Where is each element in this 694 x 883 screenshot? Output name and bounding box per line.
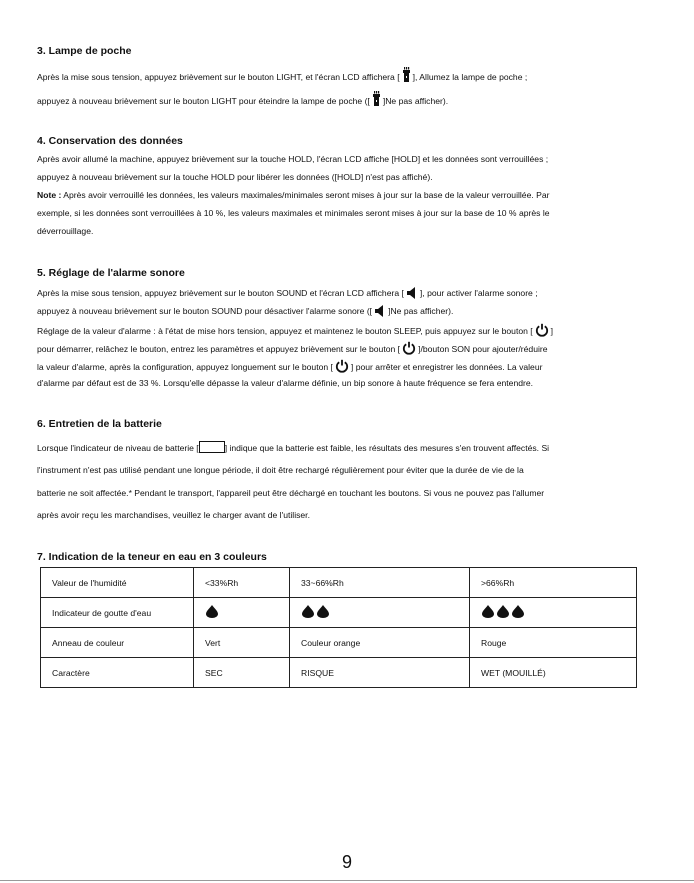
s6-line-4: après avoir reçu les marchandises, veuillez le charger avant de l'utiliser. [37, 510, 310, 520]
table-cell: Couleur orange [290, 628, 470, 658]
s5-line-4b: ]/bouton SON pour ajouter/réduire [418, 344, 548, 354]
s5-line-4 [37, 341, 548, 358]
section-6-title: 6. Entretien de la batterie [37, 418, 162, 430]
water-drop-icon [511, 605, 525, 618]
s3-line-2a: appuyez à nouveau brièvement sur le bouton LIGHT pour éteindre la lampe de poche ([ [37, 96, 370, 106]
drops-cell [470, 598, 637, 628]
table-cell: SEC [194, 658, 290, 688]
s3-line-1a: Après la mise sous tension, appuyez brièvement sur le bouton LIGHT, et l'écran LCD affichera [ [37, 72, 400, 82]
power-icon [335, 359, 349, 376]
moisture-table [40, 567, 637, 688]
table-cell: Anneau de couleur [41, 628, 194, 658]
table-cell: RISQUE [290, 658, 470, 688]
section-4-title: 4. Conservation des données [37, 135, 183, 147]
s5-line-1 [37, 287, 538, 302]
power-icon [402, 341, 416, 358]
s5-line-4a: pour démarrer, relâchez le bouton, entrez les paramètres et appuyez brièvement sur le bouton [ [37, 344, 401, 354]
water-drop-icon [205, 605, 219, 618]
s4-line-3 [37, 189, 550, 201]
section-3-title: 3. Lampe de poche [37, 45, 132, 57]
s5-line-2b: ]Ne pas afficher). [388, 306, 454, 316]
table-cell: <33%Rh [194, 568, 290, 598]
power-icon [535, 323, 549, 340]
table-cell: >66%Rh [470, 568, 637, 598]
flashlight-icon [372, 91, 381, 110]
s5-line-5a: la valeur d'alarme, après la configuration, appuyez longuement sur le bouton [ [37, 362, 333, 372]
s6-line-1b: ] indique que la batterie est faible, les résultats des mesures s'en trouvent affectés. Si [224, 443, 550, 453]
s5-line-2 [37, 305, 453, 320]
water-drop-icon [481, 605, 495, 618]
note-label: Note : [37, 190, 62, 200]
table-cell: Indicateur de goutte d'eau [41, 598, 194, 628]
s5-line-1a: Après la mise sous tension, appuyez brièvement sur le bouton SOUND et l'écran LCD affichera [ [37, 288, 404, 298]
s4-line-2: appuyez à nouveau brièvement sur la touche HOLD pour libérer les données ([HOLD] n'est pas affiché). [37, 172, 433, 182]
speaker-icon [406, 287, 418, 302]
s3-line-2 [37, 91, 448, 110]
table-cell: Rouge [470, 628, 637, 658]
s5-line-3b: ] [550, 326, 554, 336]
s5-line-6: d'alarme par défaut est de 33 %. Lorsqu'elle dépasse la valeur d'alarme définie, un bip sonore à haute fréquence se fera entendre. [37, 378, 534, 388]
water-drop-icon [496, 605, 510, 618]
footer-divider [0, 880, 694, 881]
table-cell: Valeur de l'humidité [41, 568, 194, 598]
water-drop-icon [316, 605, 330, 618]
s4-line-3-text: Après avoir verrouillé les données, les valeurs maximales/minimales seront mises à jour sur la base de la valeur verrouillée. Par [61, 190, 550, 200]
s5-line-3a: Réglage de la valeur d'alarme : à l'état de mise hors tension, appuyez et maintenez le bouton SLEEP, puis appuyez sur le bouton [ [37, 326, 533, 336]
s3-line-1 [37, 67, 527, 86]
s5-line-5b: ] pour arrêter et enregistrer les données. La valeur [350, 362, 543, 372]
table-cell: Caractère [41, 658, 194, 688]
s4-line-5: déverrouillage. [37, 226, 94, 236]
table-cell: WET (MOUILLÉ) [470, 658, 637, 688]
s4-line-4: exemple, si les données sont verrouillées à 10 %, les valeurs maximales et minimales seront mises à jour sur la base de 10 % après le [37, 208, 550, 218]
section-5-title: 5. Réglage de l'alarme sonore [37, 267, 185, 279]
s6-line-1a: Lorsque l'indicateur de niveau de batterie [ [37, 443, 199, 453]
flashlight-icon [402, 67, 411, 86]
battery-icon [199, 441, 225, 453]
table-row [41, 628, 637, 658]
table-row [41, 568, 637, 598]
s3-line-2b: ]Ne pas afficher). [382, 96, 449, 106]
s5-line-1b: ], pour activer l'alarme sonore ; [419, 288, 538, 298]
table-row [41, 598, 637, 628]
s3-line-1b: ], Allumez la lampe de poche ; [412, 72, 528, 82]
drops-cell [194, 598, 290, 628]
page-number: 9 [341, 852, 352, 872]
s6-line-1 [37, 441, 549, 454]
table-row [41, 658, 637, 688]
s5-line-2a: appuyez à nouveau brièvement sur le bouton SOUND pour désactiver l'alarme sonore ([ [37, 306, 373, 316]
drops-cell [290, 598, 470, 628]
s6-line-3: batterie ne soit affectée.* Pendant le transport, l'appareil peut être déchargé en touchant les boutons. Si vous ne pouvez pas l'allumer [37, 488, 545, 498]
s4-line-1: Après avoir allumé la machine, appuyez brièvement sur la touche HOLD, l'écran LCD affiche [HOLD] et les données sont verrouillées ; [37, 154, 549, 164]
water-drop-icon [301, 605, 315, 618]
table-cell: 33~66%Rh [290, 568, 470, 598]
table-cell: Vert [194, 628, 290, 658]
s5-line-5 [37, 359, 542, 376]
s5-line-3 [37, 323, 553, 340]
s6-line-2: l'instrument n'est pas utilisé pendant une longue période, il doit être rechargé régulièrement pour éviter que la durée de vie de la [37, 465, 524, 475]
section-7-title: 7. Indication de la teneur en eau en 3 couleurs [37, 551, 267, 563]
speaker-icon [374, 305, 386, 320]
